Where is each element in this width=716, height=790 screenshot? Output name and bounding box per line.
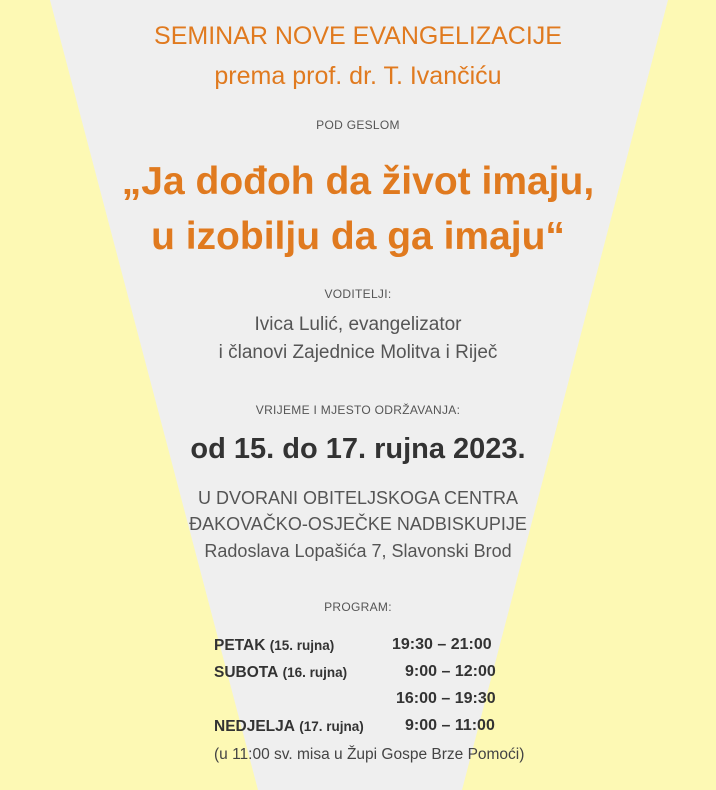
program-day: PETAK (214, 637, 266, 654)
venue-line-1: U DVORANI OBITELJSKOGA CENTRA (197, 488, 519, 508)
program-row (214, 637, 334, 655)
program-time: 16:00 – 19:30 (396, 690, 496, 707)
program-note: (u 11:00 sv. misa u Župi Gospe Brze Pomoći) (214, 746, 525, 763)
venue-line-2: ĐAKOVAČKO-OSJEČKE NADBISKUPIJE (189, 514, 527, 534)
program-time: 19:30 – 21:00 (392, 636, 492, 653)
program-date: (15. rujna) (269, 638, 335, 653)
program-time: 9:00 – 11:00 (405, 717, 495, 734)
motto-label: POD GESLOM (316, 118, 400, 132)
program-label: PROGRAM: (324, 600, 392, 614)
program-time: 9:00 – 12:00 (405, 663, 496, 680)
program-date: (17. rujna) (299, 719, 364, 734)
leaders-line-1: Ivica Lulić, evangelizator (254, 314, 462, 335)
program-date: (16. rujna) (282, 665, 348, 680)
time-place-label: VRIJEME I MJESTO ODRŽAVANJA: (255, 403, 461, 417)
venue-address: Radoslava Lopašića 7, Slavonski Brod (204, 541, 512, 561)
seminar-subtitle: prema prof. dr. T. Ivančiću (214, 62, 502, 90)
program-row (214, 664, 347, 682)
motto-line-1: „Ja dođoh da život imaju, (121, 160, 595, 203)
program-day: SUBOTA (214, 664, 279, 681)
leaders-line-2: i članovi Zajednice Molitva i Riječ (218, 342, 498, 363)
event-dates: od 15. do 17. rujna 2023. (190, 433, 526, 465)
seminar-title: SEMINAR NOVE EVANGELIZACIJE (154, 22, 562, 50)
program-row (214, 718, 364, 736)
program-day: NEDJELJA (214, 718, 295, 735)
leaders-label: VODITELJI: (324, 287, 392, 301)
motto-line-2: u izobilju da ga imaju“ (151, 215, 565, 258)
